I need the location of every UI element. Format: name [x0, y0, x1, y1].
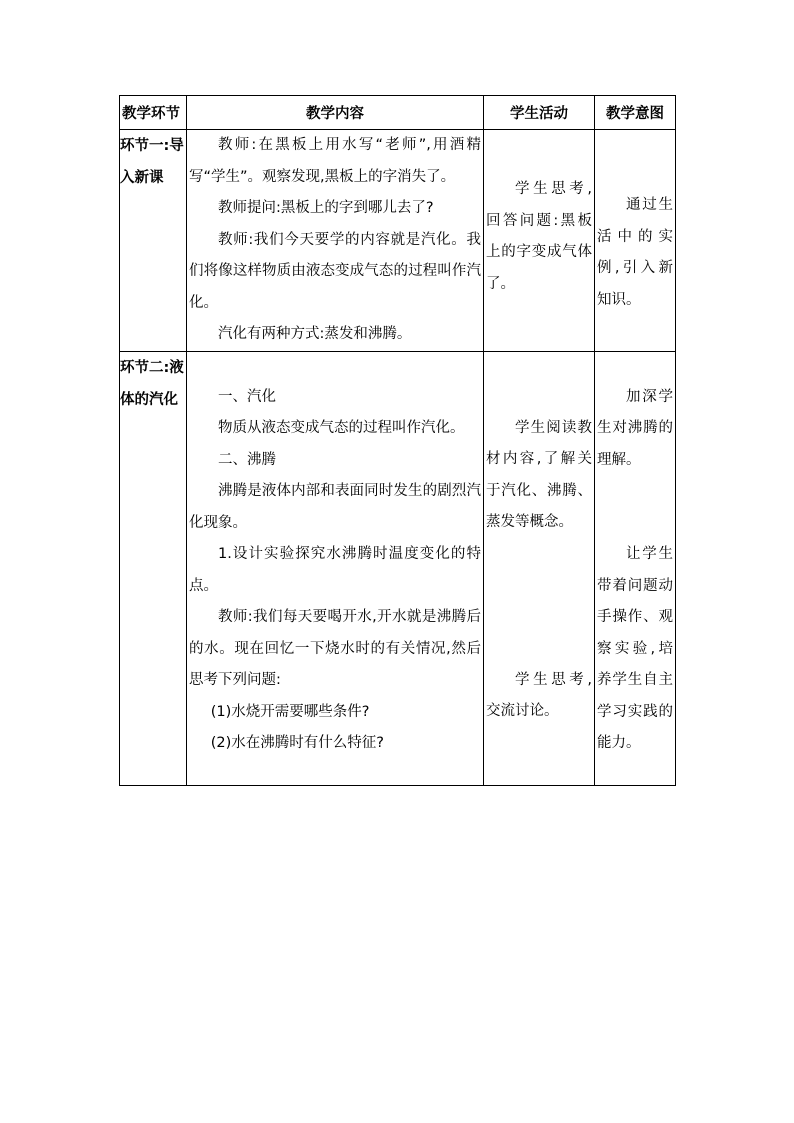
stage-1-content [187, 130, 484, 352]
stage-2-intent [595, 351, 676, 785]
stage-2-content [187, 351, 484, 785]
content-paragraph: 教师提问:黑板上的字到哪儿去了? [218, 200, 434, 216]
question-item: (2)水在沸腾时有什么特征? [210, 735, 384, 751]
activity-text: 学生阅读教材内容,了解关于汽化、沸腾、蒸发等概念。 [486, 419, 592, 530]
content-paragraph: 教师:在黑板上用水写“老师”,用酒精写“学生”。观察发现,黑板上的字消失了。 [189, 137, 481, 185]
header-stage: 教学环节 [120, 96, 187, 130]
content-paragraph: 汽化有两种方式:蒸发和沸腾。 [218, 326, 412, 342]
content-paragraph: 教师:我们今天要学的内容就是汽化。我们将像这样物质由液态变成气态的过程叫作汽化。 [189, 231, 481, 311]
stage-1-intent [595, 130, 676, 352]
content-paragraph: 1.设计实验探究水沸腾时温度变化的特点。 [189, 546, 481, 594]
stage-2-activity [484, 351, 595, 785]
activity-text: 学生思考,回答问题:黑板上的字变成气体了。 [486, 181, 592, 292]
header-intent: 教学意图 [595, 96, 676, 130]
section-heading: 一、汽化 [218, 388, 276, 405]
content-paragraph: 物质从液态变成气态的过程叫作汽化。 [218, 420, 465, 436]
table-row-stage-2 [120, 351, 676, 785]
intent-text: 加深学生对沸腾的理解。 [597, 388, 673, 468]
stage-1-label: 环节一:导入新课 [120, 130, 187, 352]
content-paragraph: 教师:我们每天要喝开水,开水就是沸腾后的水。现在回忆一下烧水时的有关情况,然后思考下列问题: [189, 609, 481, 688]
table-header-row [120, 96, 676, 130]
header-content: 教学内容 [187, 96, 484, 130]
content-paragraph: 沸腾是液体内部和表面同时发生的剧烈汽化现象。 [189, 483, 481, 531]
intent-text: 通过生活中的实例,引入新知识。 [597, 197, 673, 308]
stage-1-activity [484, 130, 595, 352]
intent-text: 让学生带着问题动手操作、观察实验,培养学生自主学习实践的能力。 [597, 546, 673, 751]
question-item: (1)水烧开需要哪些条件? [210, 703, 370, 720]
section-heading: 二、沸腾 [218, 451, 276, 468]
table-row-stage-1 [120, 130, 676, 352]
stage-2-label: 环节二:液体的汽化 [120, 351, 187, 785]
activity-text: 学生思考,交流讨论。 [486, 671, 592, 719]
lesson-plan-table [119, 95, 676, 786]
header-activity: 学生活动 [484, 96, 595, 130]
